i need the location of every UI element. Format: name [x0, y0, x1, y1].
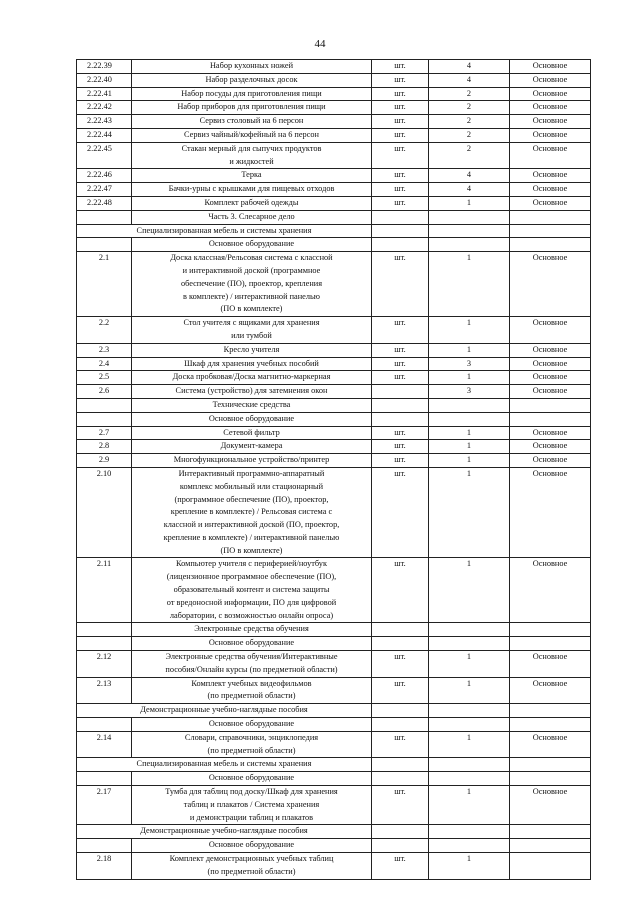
item-unit: шт.	[372, 183, 429, 197]
table-row	[77, 142, 591, 169]
item-unit: шт.	[372, 101, 429, 115]
section-row	[77, 623, 591, 637]
empty-cell	[372, 839, 429, 853]
empty-cell	[429, 623, 510, 637]
table-row	[77, 317, 591, 344]
empty-cell	[510, 637, 591, 651]
item-name: Комплект демонстрационных учебных таблиц (по предметной области)	[132, 853, 372, 880]
empty-cell	[77, 238, 132, 252]
empty-cell	[77, 210, 132, 224]
item-quantity: 1	[429, 196, 510, 210]
item-unit: шт.	[372, 128, 429, 142]
table-row	[77, 60, 591, 74]
section-row	[77, 398, 591, 412]
section-title: Основное оборудование	[132, 772, 372, 786]
table-row	[77, 73, 591, 87]
section-row	[77, 210, 591, 224]
item-type: Основное	[510, 371, 591, 385]
item-number: 2.1	[77, 252, 132, 317]
section-title: Основное оборудование	[132, 718, 372, 732]
table-row	[77, 853, 591, 880]
item-name: Компьютер учителя с периферией/ноутбук (лицензионное программное обеспечение (ПО), образовательный контент и система защиты от вредоносной информации, ПО для цифровой лаборатории, с возможностью онлайн опроса)	[132, 558, 372, 623]
empty-cell	[77, 398, 132, 412]
equipment-table-body	[77, 60, 591, 880]
item-name: Электронные средства обучения/Интерактивные пособия/Онлайн курсы (по предметной области)	[132, 651, 372, 678]
item-quantity: 1	[429, 677, 510, 704]
item-name: Сервиз чайный/кофейный на 6 персон	[132, 128, 372, 142]
section-row	[77, 825, 591, 839]
item-type: Основное	[510, 677, 591, 704]
item-unit: шт.	[372, 467, 429, 558]
item-number: 2.6	[77, 385, 132, 399]
item-name: Стол учителя с ящиками для хранения или тумбой	[132, 317, 372, 344]
item-quantity: 2	[429, 115, 510, 129]
section-title: Демонстрационные учебно-наглядные пособия	[77, 704, 372, 718]
item-number: 2.22.42	[77, 101, 132, 115]
item-quantity: 4	[429, 60, 510, 74]
section-title: Основное оборудование	[132, 637, 372, 651]
item-number: 2.22.45	[77, 142, 132, 169]
table-row	[77, 183, 591, 197]
item-number: 2.22.44	[77, 128, 132, 142]
item-name: Набор разделочных досок	[132, 73, 372, 87]
item-name: Набор кухонных ножей	[132, 60, 372, 74]
item-number: 2.2	[77, 317, 132, 344]
item-unit: шт.	[372, 87, 429, 101]
item-type: Основное	[510, 786, 591, 825]
empty-cell	[372, 637, 429, 651]
item-type: Основное	[510, 60, 591, 74]
item-quantity: 4	[429, 169, 510, 183]
section-row	[77, 758, 591, 772]
item-name: Кресло учителя	[132, 343, 372, 357]
item-unit: шт.	[372, 426, 429, 440]
table-row	[77, 252, 591, 317]
item-number: 2.22.41	[77, 87, 132, 101]
item-name: Сетевой фильтр	[132, 426, 372, 440]
item-unit: шт.	[372, 343, 429, 357]
item-number: 2.22.47	[77, 183, 132, 197]
table-row	[77, 87, 591, 101]
item-name: Тумба для таблиц под доску/Шкаф для хранения таблиц и плакатов / Система хранения и демонстрации таблиц и плакатов	[132, 786, 372, 825]
item-quantity: 1	[429, 317, 510, 344]
section-row	[77, 238, 591, 252]
empty-cell	[372, 825, 429, 839]
section-title: Электронные средства обучения	[132, 623, 372, 637]
item-unit: шт.	[372, 786, 429, 825]
item-unit: шт.	[372, 853, 429, 880]
item-number: 2.7	[77, 426, 132, 440]
item-number: 2.18	[77, 853, 132, 880]
item-unit: шт.	[372, 558, 429, 623]
item-type: Основное	[510, 467, 591, 558]
empty-cell	[372, 398, 429, 412]
section-title: Демонстрационные учебно-наглядные пособия	[77, 825, 372, 839]
item-unit: шт.	[372, 677, 429, 704]
item-number: 2.22.46	[77, 169, 132, 183]
empty-cell	[510, 718, 591, 732]
empty-cell	[429, 412, 510, 426]
empty-cell	[77, 623, 132, 637]
item-unit	[372, 385, 429, 399]
item-quantity: 2	[429, 101, 510, 115]
item-quantity: 1	[429, 426, 510, 440]
item-quantity: 1	[429, 440, 510, 454]
item-unit: шт.	[372, 196, 429, 210]
empty-cell	[510, 238, 591, 252]
item-quantity: 2	[429, 142, 510, 169]
item-number: 2.13	[77, 677, 132, 704]
page-number: 44	[314, 38, 326, 50]
section-row	[77, 224, 591, 238]
item-unit: шт.	[372, 651, 429, 678]
item-name: Доска классная/Рельсовая система с классной и интерактивной доской (программное обеспечение (ПО), проектор, крепления в комплекте) / интерактивной панелью (ПО в комплекте)	[132, 252, 372, 317]
item-type: Основное	[510, 558, 591, 623]
item-quantity: 1	[429, 853, 510, 880]
empty-cell	[372, 704, 429, 718]
empty-cell	[77, 839, 132, 853]
empty-cell	[510, 758, 591, 772]
item-number: 2.12	[77, 651, 132, 678]
item-name: Документ-камера	[132, 440, 372, 454]
empty-cell	[372, 623, 429, 637]
empty-cell	[372, 224, 429, 238]
item-quantity: 4	[429, 73, 510, 87]
item-number: 2.17	[77, 786, 132, 825]
table-row	[77, 454, 591, 468]
item-name: Стакан мерный для сыпучих продуктов и жидкостей	[132, 142, 372, 169]
item-type: Основное	[510, 385, 591, 399]
item-type: Основное	[510, 169, 591, 183]
item-type: Основное	[510, 651, 591, 678]
table-row	[77, 558, 591, 623]
item-type: Основное	[510, 317, 591, 344]
empty-cell	[510, 210, 591, 224]
item-name: Комплект рабочей одежды	[132, 196, 372, 210]
table-row	[77, 677, 591, 704]
item-unit: шт.	[372, 371, 429, 385]
item-number: 2.10	[77, 467, 132, 558]
item-number: 2.22.40	[77, 73, 132, 87]
item-name: Доска пробковая/Доска магнитно-маркерная	[132, 371, 372, 385]
section-title: Часть 3. Слесарное дело	[132, 210, 372, 224]
item-quantity: 3	[429, 357, 510, 371]
table-row	[77, 385, 591, 399]
table-row	[77, 169, 591, 183]
item-type: Основное	[510, 454, 591, 468]
empty-cell	[429, 224, 510, 238]
item-quantity: 1	[429, 252, 510, 317]
empty-cell	[510, 398, 591, 412]
empty-cell	[429, 398, 510, 412]
table-row	[77, 731, 591, 758]
empty-cell	[510, 825, 591, 839]
item-type: Основное	[510, 440, 591, 454]
item-type: Основное	[510, 731, 591, 758]
item-number: 2.3	[77, 343, 132, 357]
item-unit: шт.	[372, 454, 429, 468]
item-number: 2.9	[77, 454, 132, 468]
section-row	[77, 772, 591, 786]
empty-cell	[429, 772, 510, 786]
section-row	[77, 704, 591, 718]
item-name: Система (устройство) для затемнения окон	[132, 385, 372, 399]
empty-cell	[429, 704, 510, 718]
item-type: Основное	[510, 252, 591, 317]
item-name: Словари, справочники, энциклопедия (по предметной области)	[132, 731, 372, 758]
item-unit: шт.	[372, 357, 429, 371]
item-quantity: 1	[429, 343, 510, 357]
item-unit: шт.	[372, 73, 429, 87]
item-quantity: 1	[429, 786, 510, 825]
item-type: Основное	[510, 142, 591, 169]
table-row	[77, 343, 591, 357]
item-type: Основное	[510, 357, 591, 371]
item-number: 2.4	[77, 357, 132, 371]
item-number: 2.22.48	[77, 196, 132, 210]
item-type: Основное	[510, 343, 591, 357]
table-row	[77, 128, 591, 142]
item-unit: шт.	[372, 317, 429, 344]
section-title: Основное оборудование	[132, 238, 372, 252]
item-type: Основное	[510, 73, 591, 87]
table-row	[77, 651, 591, 678]
section-title: Специализированная мебель и системы хранения	[77, 758, 372, 772]
item-name: Интерактивный программно-аппаратный комплекс мобильный или стационарный (программное обеспечение (ПО), проектор, крепление в комплекте) / Рельсовая система с классной и интерактивной доской (ПО, проектор, крепление в комплекте) / интерактивной панелью (ПО в комплекте)	[132, 467, 372, 558]
item-quantity: 2	[429, 87, 510, 101]
item-type: Основное	[510, 128, 591, 142]
item-type: Основное	[510, 115, 591, 129]
empty-cell	[372, 210, 429, 224]
empty-cell	[372, 772, 429, 786]
item-quantity: 3	[429, 385, 510, 399]
item-name: Сервиз столовый на 6 персон	[132, 115, 372, 129]
item-quantity: 2	[429, 128, 510, 142]
item-number: 2.5	[77, 371, 132, 385]
item-quantity: 1	[429, 731, 510, 758]
table-row	[77, 101, 591, 115]
item-number: 2.8	[77, 440, 132, 454]
empty-cell	[372, 758, 429, 772]
section-title: Основное оборудование	[132, 412, 372, 426]
empty-cell	[429, 637, 510, 651]
empty-cell	[429, 758, 510, 772]
table-row	[77, 440, 591, 454]
item-number: 2.22.43	[77, 115, 132, 129]
item-unit: шт.	[372, 440, 429, 454]
item-unit: шт.	[372, 169, 429, 183]
item-number: 2.14	[77, 731, 132, 758]
item-unit: шт.	[372, 252, 429, 317]
item-quantity: 1	[429, 454, 510, 468]
section-title: Специализированная мебель и системы хранения	[77, 224, 372, 238]
section-title: Основное оборудование	[132, 839, 372, 853]
empty-cell	[77, 637, 132, 651]
empty-cell	[77, 772, 132, 786]
item-name: Набор посуды для приготовления пищи	[132, 87, 372, 101]
item-name: Комплект учебных видеофильмов (по предметной области)	[132, 677, 372, 704]
empty-cell	[429, 839, 510, 853]
empty-cell	[372, 718, 429, 732]
empty-cell	[429, 210, 510, 224]
item-number: 2.22.39	[77, 60, 132, 74]
section-title: Технические средства	[132, 398, 372, 412]
item-name: Шкаф для хранения учебных пособий	[132, 357, 372, 371]
item-type: Основное	[510, 87, 591, 101]
item-quantity: 1	[429, 651, 510, 678]
item-name: Терка	[132, 169, 372, 183]
empty-cell	[510, 412, 591, 426]
empty-cell	[429, 238, 510, 252]
item-number: 2.11	[77, 558, 132, 623]
table-row	[77, 196, 591, 210]
item-quantity: 1	[429, 558, 510, 623]
table-row	[77, 786, 591, 825]
section-row	[77, 718, 591, 732]
item-quantity: 4	[429, 183, 510, 197]
item-type: Основное	[510, 183, 591, 197]
empty-cell	[429, 825, 510, 839]
empty-cell	[510, 772, 591, 786]
item-unit: шт.	[372, 115, 429, 129]
item-quantity: 1	[429, 467, 510, 558]
item-name: Бачки-урны с крышками для пищевых отходов	[132, 183, 372, 197]
table-row	[77, 426, 591, 440]
item-unit: шт.	[372, 60, 429, 74]
item-type	[510, 853, 591, 880]
table-row	[77, 115, 591, 129]
empty-cell	[510, 224, 591, 238]
item-type: Основное	[510, 426, 591, 440]
empty-cell	[77, 718, 132, 732]
item-type: Основное	[510, 101, 591, 115]
empty-cell	[77, 412, 132, 426]
item-name: Набор приборов для приготовления пищи	[132, 101, 372, 115]
section-row	[77, 637, 591, 651]
table-row	[77, 467, 591, 558]
table-row	[77, 357, 591, 371]
empty-cell	[510, 704, 591, 718]
section-row	[77, 839, 591, 853]
empty-cell	[510, 623, 591, 637]
item-unit: шт.	[372, 731, 429, 758]
item-unit: шт.	[372, 142, 429, 169]
empty-cell	[510, 839, 591, 853]
equipment-table	[76, 59, 591, 880]
item-quantity: 1	[429, 371, 510, 385]
item-type: Основное	[510, 196, 591, 210]
section-row	[77, 412, 591, 426]
empty-cell	[372, 238, 429, 252]
table-row	[77, 371, 591, 385]
empty-cell	[429, 718, 510, 732]
empty-cell	[372, 412, 429, 426]
item-name: Многофункциональное устройство/принтер	[132, 454, 372, 468]
